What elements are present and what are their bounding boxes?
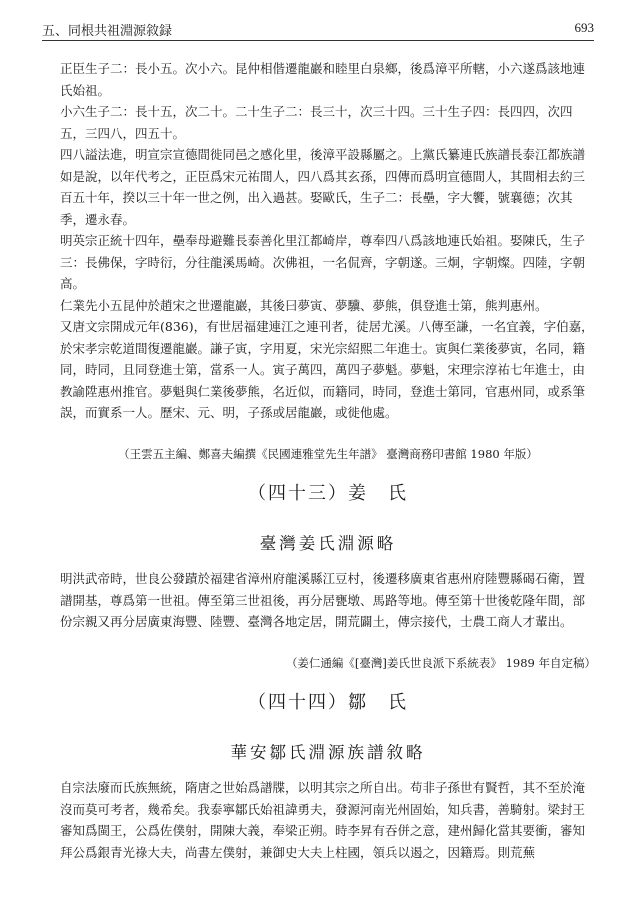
source-citation: （王雲五主編、鄭喜夫編撰《民國連雅堂先生年譜》 臺灣商務印書館 1980 年版）	[118, 446, 538, 461]
paragraph: 明英宗正統十四年，壘奉母避難長泰善化里江都崎岸，尊奉四八爲該地連氏始祖。娶陳氏，生子三：長佛保，字時衍，分往龍溪馬崎。次佛祖，一名侃齊，字朝遂。三炯，字朝燦。四陸，字朝高。	[60, 233, 586, 291]
article-title-zou: 華安鄒氏淵源族譜敘略	[230, 742, 426, 762]
source-citation: （姜仁通編《[臺灣]姜氏世良派下系統表》 1989 年自定稿）	[285, 655, 596, 670]
page-body	[60, 58, 596, 863]
article-title-jiang: 臺灣姜氏淵源略	[259, 533, 397, 553]
section-title-jiang: （四十三）姜 氏	[248, 483, 408, 504]
paragraph: 正臣生子二：長小五。次小六。昆仲相偕遷龍巖和睦里白泉鄉，後爲漳平所轄，小六遂爲該地連氏始祖。	[60, 61, 586, 98]
section-title-zou: （四十四）鄒 氏	[248, 692, 408, 713]
page-number: 693	[574, 20, 594, 35]
paragraph: 明洪武帝時，世良公發蹟於福建省漳州府龍溪縣江豆村，後遷移廣東省惠州府陸豐縣碣石衛，置譜開基，尊爲第一世祖。傳至第三世祖後，再分居甕墩、馬路等地。傳至第十世後乾隆年間，部份宗親又再分居廣東海豐、陸豐、臺灣各地定居，開荒闢土，傳宗接代，士農工商人才輩出。	[60, 571, 586, 629]
paragraph: 又唐文宗開成元年(836)，有世居福建連江之連刊者，徒居尤溪。八傳至謙，一名宜義，字伯嘉，於宋孝宗乾道間復遷龍巖。謙子寅，字用夏，宋光宗紹熙二年進士。寅與仁業後夢寅，名同，籍同，時同，且同登進士第，當系一人。寅子萬四，萬四子夢魁。夢魁，宋理宗淳祐七年進士，由教諭陞惠州推官。夢魁與仁業後夢熊，名近似，而籍同，時同，登進士第同，官惠州同，或系筆誤，而實系一人。歷宋、元、明，子孫或居龍巖，或徙他處。	[60, 319, 594, 420]
paragraph: 小六生子二：長十五，次二十。二十生子二：長三十，次三十四。三十生子四：長四四，次四五，三四八，四五十。	[60, 104, 573, 141]
paragraph: 自宗法廢而氏族無統，隋唐之世始爲譜牒，以明其宗之所自出。苟非子孫世有賢哲，其不至於淹沒而莫可考者，幾希矣。我泰寧鄒氏始祖諱勇夫，發源河南光州固始，知兵書，善騎射。梁封王審知爲閩王，公爲佐僕射，開陳大義，奉梁正朔。時李昇有吞併之意，建州歸化當其要衝，審知拜公爲銀青光祿大夫，尚書左僕射，兼御史大夫上柱國，領兵以遏之，因籍焉。則荒蕪	[60, 780, 586, 860]
section-header: 五、同根共祖淵源敘録	[42, 24, 173, 39]
page-header	[42, 14, 594, 41]
paragraph: 四八謚法進，明宣宗宣德間徙同邑之感化里，後漳平設縣屬之。上黨氏纂連氏族譜長泰江都族譜如是說，以年代考之，正臣爲宋元祐間人，四八爲其玄孫，四傳而爲明宣德間人，其間相去約三百五十年，揆以三十年一世之例，出入過甚。娶歐氏，生子二：長壘，字大饗，號襄德；次其季，遷永春。	[60, 147, 586, 227]
paragraph: 仁業先小五昆仲於趙宋之世遷龍巖，其後曰夢寅、夢驥、夢熊，俱登進士第，熊判惠州。	[60, 297, 548, 313]
